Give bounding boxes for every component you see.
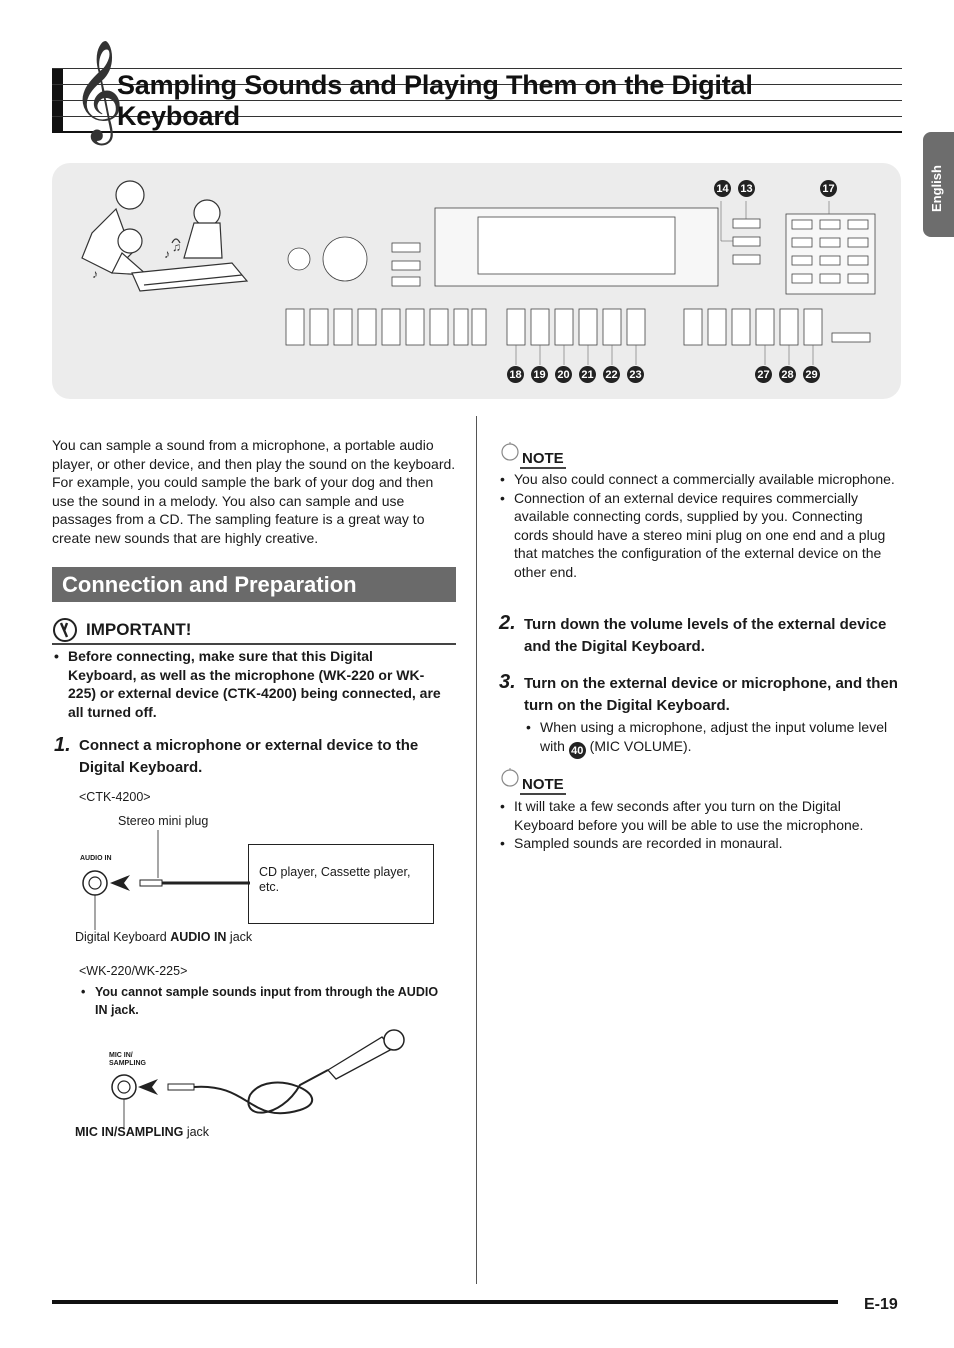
callout-number: 20 [555,366,572,383]
mic-connection-diagram [100,1025,410,1130]
callout-number: 18 [507,366,524,383]
step-text: Turn on the external device or microphone, and then turn on the Digital Keyboard. [524,675,898,714]
page-number: E-19 [864,1296,898,1313]
jack-label: MIC IN/ SAMPLING [109,1052,146,1067]
callout-number: 21 [579,366,596,383]
callout-number: 28 [779,366,796,383]
step-text: Turn down the volume levels of the external device and the Digital Keyboard. [524,616,887,655]
important-label: IMPORTANT! [86,620,192,639]
callout-number: 14 [714,180,731,197]
list-item: • When using a microphone, adjust the input volume level with 40 (MIC VOLUME). [524,718,894,759]
step-sub-list [524,718,894,759]
note-list [498,470,900,582]
callout-number: 40 [569,742,586,759]
callout-number: 19 [531,366,548,383]
important-header [52,617,456,645]
step-number: 1. [54,734,71,756]
list-item: • Connection of an external device requires commercially available connecting cords, supplied by you. Connecting cords should have a stereo mini plug on one end and a plug that matches the configuration of the external device on the other end. [498,489,900,582]
diagram2-note [79,983,439,1019]
important-list [52,647,442,721]
model-label: <CTK-4200> [79,790,151,804]
svg-text:♪: ♪ [164,247,170,261]
note-label: NOTE [522,776,564,793]
step-text: Connect a microphone or external device to the Digital Keyboard. [79,737,419,776]
list-item: • You cannot sample sounds input from through the AUDIO IN jack. [79,983,439,1019]
note-label: NOTE [522,450,564,467]
lightbulb-icon [500,442,522,468]
model-label: <WK-220/WK-225> [79,964,188,978]
keyboard-panel-illustration [52,163,901,399]
audio-in-connection-diagram [70,830,260,940]
svg-text:♫: ♫ [172,240,181,254]
page-title: Sampling Sounds and Playing Them on the Digital Keyboard [117,70,753,131]
note-list [498,797,900,853]
list-item: • You also could connect a commercially available microphone. [498,470,900,489]
list-item: • It will take a few seconds after you turn on the Digital Keyboard before you will be able to use the microphone. [498,797,900,834]
lightbulb-icon [500,768,522,794]
note-header [500,768,574,796]
column-divider [476,416,477,1284]
callout-number: 22 [603,366,620,383]
jack-caption: MIC IN/SAMPLING jack [75,1125,210,1139]
callout-number: 23 [627,366,644,383]
callout-number: 29 [803,366,820,383]
intro-paragraph: You can sample a sound from a microphone, a portable audio player, or other device, and then play the sound on the keyboard. For example, you could sample the bark of your dog and then use the sound in a melody. You also can sample and use passages from a CD. The sampling feature is a great way to create new sounds that are highly creative. [52,437,456,546]
external-device-box: CD player, Cassette player, etc. [248,844,434,924]
svg-text:♪: ♪ [92,267,98,281]
section-heading: Connection and Preparation [52,567,456,602]
staff-line [52,68,902,69]
note-header [500,442,574,470]
jack-label: AUDIO IN [80,855,112,862]
important-icon [52,617,80,643]
language-tab[interactable]: English [923,132,954,237]
callout-number: 27 [755,366,772,383]
footer-rule [52,1300,838,1304]
plug-label: Stereo mini plug [118,814,209,828]
treble-clef-icon: 𝄞 [72,38,125,141]
step-number: 3. [499,671,516,693]
callout-number: 13 [738,180,755,197]
callout-number: 17 [820,180,837,197]
control-panel-drawing [52,163,901,399]
step-number: 2. [499,612,516,634]
jack-caption: Digital Keyboard AUDIO IN jack [75,930,253,944]
list-item: • Before connecting, make sure that this Digital Keyboard, as well as the microphone (WK-220 or WK-225) or external device (CTK-4200) being connected, are all turned off. [52,647,442,721]
list-item: • Sampled sounds are recorded in monaural. [498,834,900,853]
